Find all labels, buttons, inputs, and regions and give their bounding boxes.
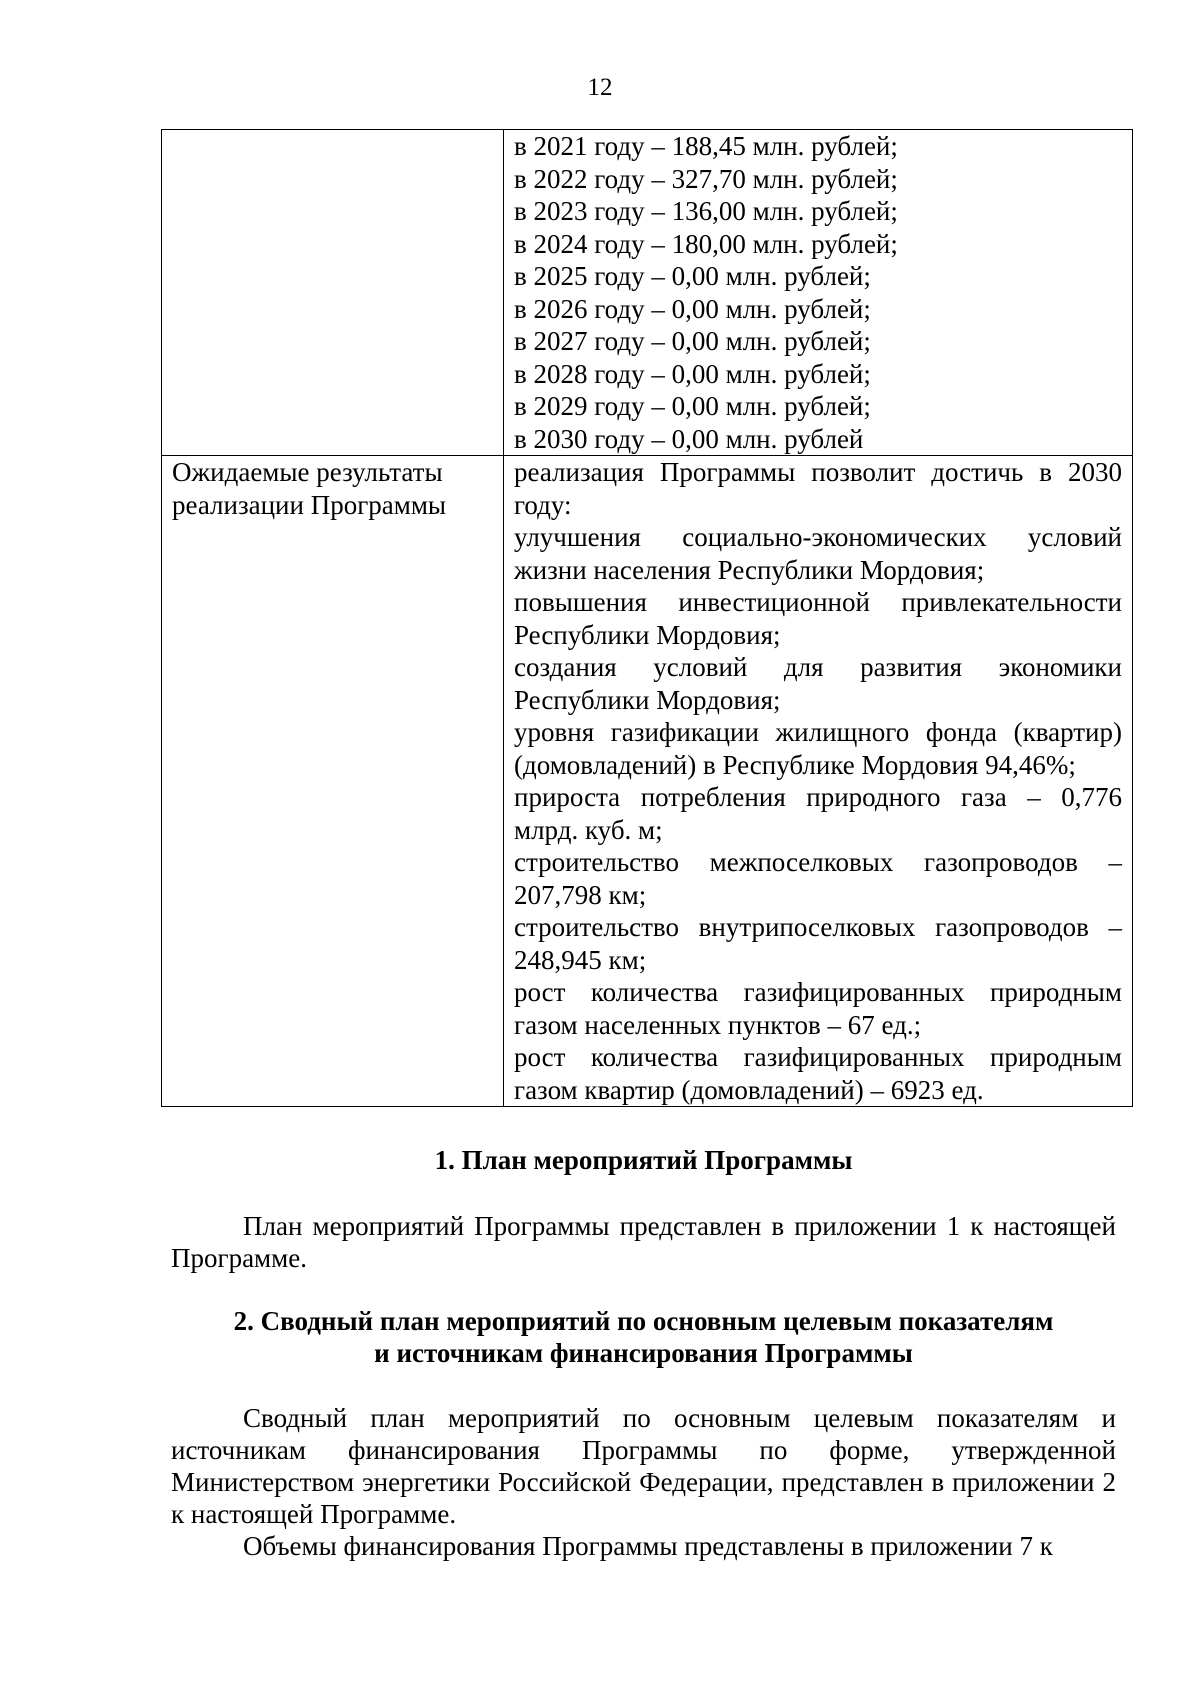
result-item: повышения инвестиционной привлекательности Республики Мордовия; [514,587,1122,650]
funding-line-2024: в 2024 году – 180,00 млн. рублей; [514,228,898,259]
funding-line-2026: в 2026 году – 0,00 млн. рублей; [514,293,871,324]
result-item: рост количества газифицированных природным газом квартир (домовладений) – 6923 ед. [514,1042,1122,1105]
table-row [162,456,1133,1107]
result-item: строительство внутрипоселковых газопроводов – 248,945 км; [514,912,1122,975]
table-row [162,130,1133,456]
result-item: создания условий для развития экономики Республики Мордовия; [514,652,1122,715]
passport-table [161,129,1133,1107]
section-2-paragraph-1: Сводный план мероприятий по основным целевым показателям и источникам финансирования Программы по форме, утвержденной Министерством энергетики Российской Федерации, представлен в приложении 2 к настоящей Программе. [171,1403,1116,1529]
section-2-paragraph-2: Объемы финансирования Программы представлены в приложении 7 к [243,1531,1053,1561]
result-item: рост количества газифицированных природным газом населенных пунктов – 67 ед.; [514,977,1122,1040]
result-item: реализация Программы позволит достичь в 2030 году: [514,457,1122,520]
table-cell-expected-results [504,456,1133,1107]
funding-line-2027: в 2027 году – 0,00 млн. рублей; [514,326,871,356]
table-cell-funding-by-year [504,130,1133,456]
funding-line-2022: в 2022 году – 327,70 млн. рублей; [514,163,898,194]
funding-line-2029: в 2029 году – 0,00 млн. рублей; [514,391,871,421]
result-item: строительство межпоселковых газопроводов – 207,798 км; [514,847,1122,910]
funding-line-2021: в 2021 году – 188,45 млн. рублей; [514,131,898,161]
table-cell-expected-results-label: Ожидаемые результаты реализации Программы [162,456,504,1107]
section-2-heading-line-2: и источникам финансирования Программы [374,1338,913,1368]
result-item: уровня газификации жилищного фонда (квартир) (домовладений) в Республике Мордовия 94,46%; [514,717,1122,780]
funding-line-2030: в 2030 году – 0,00 млн. рублей [514,423,864,454]
page-number: 12 [587,74,613,101]
funding-line-2028: в 2028 году – 0,00 млн. рублей; [514,358,871,389]
section-2-heading-line-1: 2. Сводный план мероприятий по основным целевым показателям [233,1306,1054,1336]
table-cell-label [162,130,504,456]
funding-line-2023: в 2023 году – 136,00 млн. рублей; [514,196,898,226]
result-item: улучшения социально-экономических условий жизни населения Республики Мордовия; [514,522,1122,585]
section-1-paragraph: План мероприятий Программы представлен в приложении 1 к настоящей Программе. [171,1211,1116,1273]
section-1-heading: 1. План мероприятий Программы [434,1145,853,1175]
result-item: прироста потребления природного газа – 0,776 млрд. куб. м; [514,782,1122,845]
funding-line-2025: в 2025 году – 0,00 млн. рублей; [514,261,871,291]
